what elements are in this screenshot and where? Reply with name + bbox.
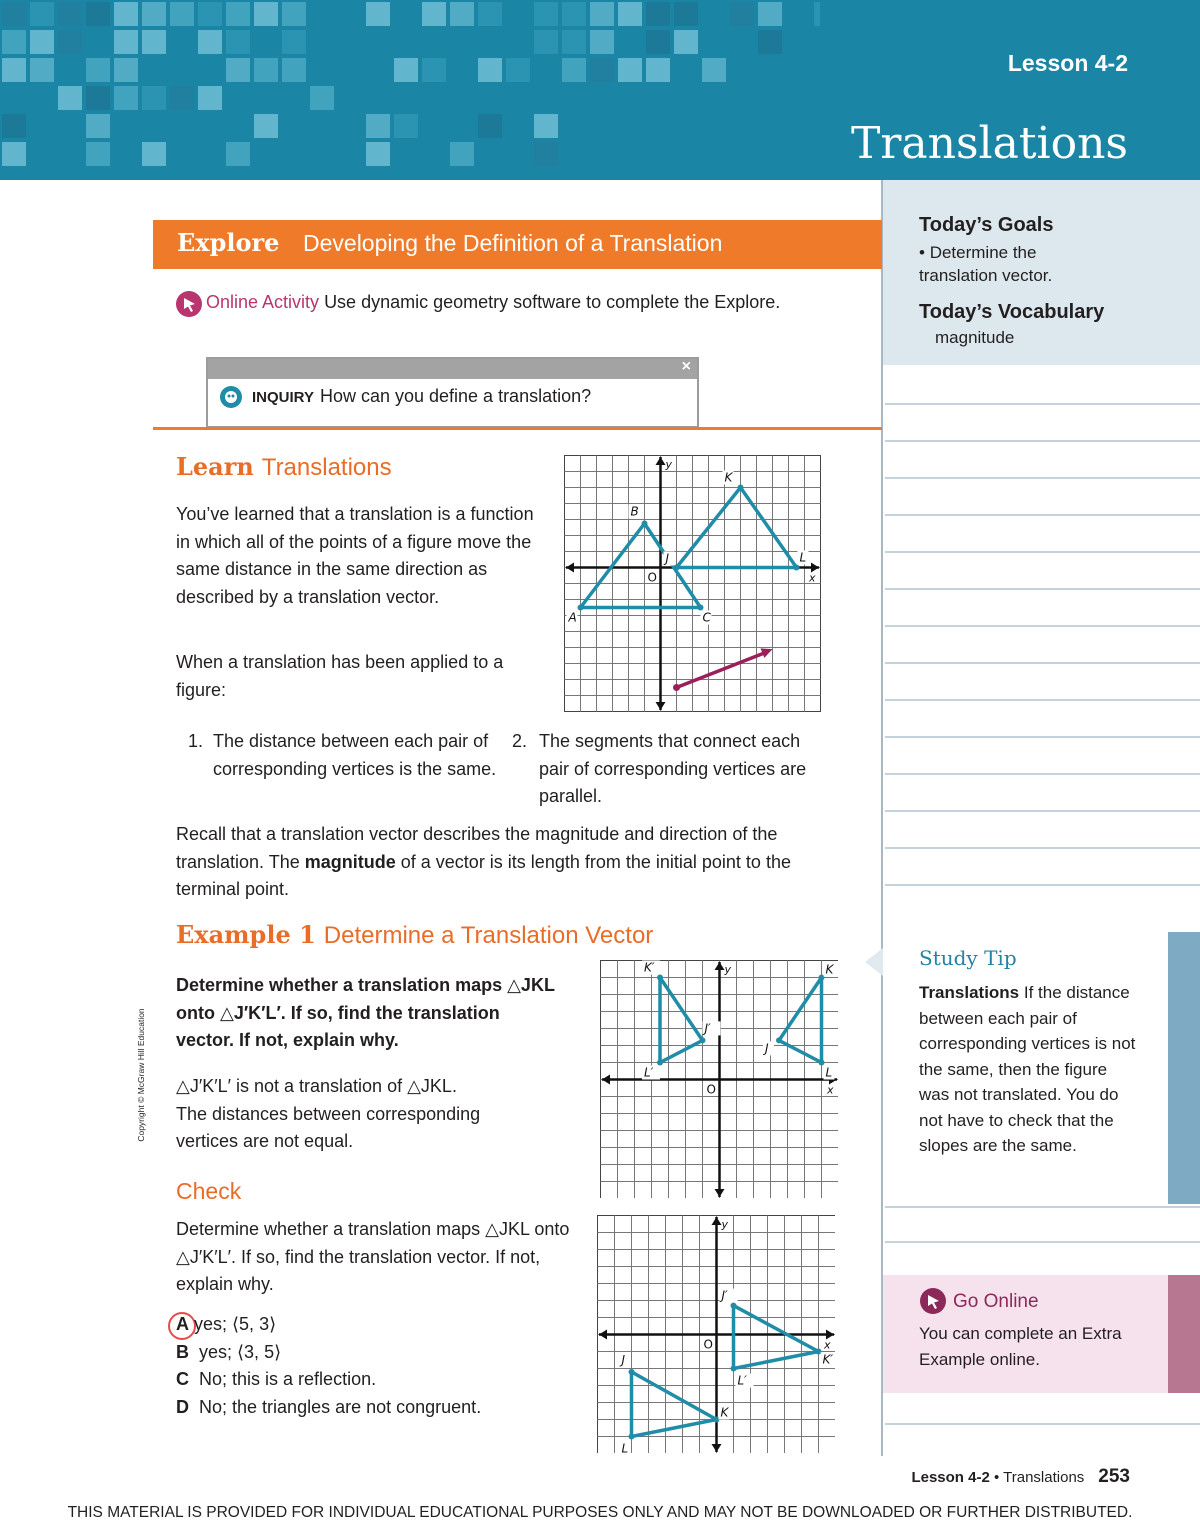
cursor-click-icon — [919, 1287, 947, 1315]
mosaic-tile — [758, 30, 782, 54]
example-coordinate-graph — [600, 960, 838, 1198]
mosaic-tile — [142, 2, 166, 26]
list-item-1: The distance between each pair of corresponding vertices is the same. — [213, 731, 497, 779]
mosaic-tile — [2, 58, 26, 82]
vertex-label: K′ — [644, 960, 655, 975]
mosaic-tile — [674, 30, 698, 54]
vertex-point — [642, 521, 648, 527]
mosaic-tile — [2, 142, 26, 166]
vertex-point — [776, 1037, 782, 1043]
mosaic-tile — [30, 2, 54, 26]
mosaic-tile — [590, 30, 614, 54]
goals-item: • Determine the translation vector. — [919, 243, 1053, 285]
mosaic-tile — [198, 86, 222, 110]
mosaic-tile — [226, 30, 250, 54]
mosaic-tile — [534, 142, 558, 166]
study-tip — [883, 932, 1200, 1204]
note-line — [885, 477, 1200, 479]
vertex-label: L — [799, 550, 807, 565]
mosaic-tile — [30, 30, 54, 54]
inquiry-question: INQUIRY How can you define a translation? — [252, 386, 592, 406]
learn-heading: Learn Translations — [176, 452, 392, 481]
mosaic-tile — [58, 2, 82, 26]
vertex-label: K — [720, 1405, 729, 1420]
vertex-point — [657, 975, 663, 981]
mosaic-tile — [198, 2, 222, 26]
mosaic-tile — [282, 2, 306, 26]
sidebar — [881, 180, 1200, 1456]
mosaic-tile — [758, 2, 782, 26]
note-line — [885, 588, 1200, 590]
mosaic-tile — [534, 114, 558, 138]
note-line — [885, 810, 1200, 812]
check-heading: Check — [176, 1178, 242, 1204]
vertex-label: J′ — [704, 1021, 711, 1036]
mosaic-tile — [2, 30, 26, 54]
note-line — [885, 847, 1200, 849]
inquiry-chat-icon — [218, 385, 244, 411]
mosaic-tile — [58, 30, 82, 54]
mosaic-tile — [254, 2, 278, 26]
mosaic-tile — [198, 30, 222, 54]
page-title: Translations — [851, 118, 1128, 169]
list-number-1: 1. — [188, 731, 204, 751]
mosaic-tile — [450, 2, 474, 26]
lesson-label: Lesson 4-2 — [1007, 50, 1128, 76]
go-online-bar — [1168, 1275, 1200, 1393]
mosaic-tile — [282, 30, 306, 54]
learn-paragraph-1: You’ve learned that a translation is a function in which all of the points of a figure move the same distance in the same direction as described by a translation vector. — [176, 504, 534, 607]
mosaic-tile — [394, 58, 418, 82]
mosaic-tile — [394, 114, 418, 138]
answer-choice-d[interactable]: D No; the triangles are not congruent. — [176, 1396, 482, 1417]
mosaic-tile — [226, 2, 250, 26]
answer-choice-c[interactable]: C No; this is a reflection. — [176, 1369, 377, 1389]
mosaic-tile — [366, 114, 390, 138]
x-axis-label: x — [809, 571, 816, 585]
answer-choice-a[interactable]: A yes; ⟨5, 3⟩ — [176, 1314, 277, 1334]
distribution-disclaimer: THIS MATERIAL IS PROVIDED FOR INDIVIDUAL EDUCATIONAL PURPOSES ONLY AND MAY NOT BE DOWNLOADED OR FURTHER DISTRIBUTED. — [67, 1504, 1133, 1521]
vertex-label: B — [630, 504, 639, 519]
mosaic-tile — [534, 30, 558, 54]
mosaic-tile — [646, 58, 670, 82]
mosaic-tile — [590, 58, 614, 82]
vertex-label: L — [621, 1441, 629, 1453]
mosaic-tile — [2, 2, 26, 26]
note-line — [885, 773, 1200, 775]
study-tip-title: Study Tip — [919, 946, 1017, 970]
vertex-point — [657, 1060, 663, 1066]
mosaic-tile — [30, 58, 54, 82]
mosaic-tile — [114, 2, 138, 26]
mosaic-tile — [226, 142, 250, 166]
vertex-label: L′ — [737, 1373, 747, 1388]
mosaic-tile — [590, 2, 614, 26]
bullet-icon: • — [919, 243, 930, 262]
note-line — [885, 699, 1200, 701]
vertex-point — [578, 605, 584, 611]
study-tip-pointer — [865, 948, 883, 976]
vertex-point — [738, 485, 744, 491]
note-line — [885, 403, 1200, 405]
mosaic-tile — [702, 58, 726, 82]
mosaic-tile — [86, 2, 110, 26]
page-footer: Lesson 4-2 • Translations 253 — [911, 1466, 1130, 1487]
mosaic-tile — [170, 2, 194, 26]
origin-label: O — [703, 1337, 713, 1352]
mosaic-tile — [114, 58, 138, 82]
mosaic-tile — [506, 58, 530, 82]
vertex-point — [731, 1366, 737, 1372]
vertex-label: C — [702, 610, 711, 625]
answer-choice-b[interactable]: B yes; ⟨3, 5⟩ — [176, 1341, 282, 1362]
learn-paragraph-2: When a translation has been applied to a figure: — [176, 652, 504, 700]
note-line — [885, 736, 1200, 738]
explore-keyword: Explore — [177, 228, 280, 257]
mosaic-tile — [478, 58, 502, 82]
goals-heading: Today’s Goals — [919, 214, 1054, 236]
mosaic-tile — [562, 30, 586, 54]
note-line — [885, 662, 1200, 664]
study-tip-bar — [1168, 932, 1200, 1204]
x-axis-label: x — [827, 1083, 834, 1097]
note-line — [885, 440, 1200, 442]
example-heading: Example 1 Determine a Translation Vector — [176, 920, 654, 949]
mosaic-tile — [310, 86, 334, 110]
origin-label: O — [647, 570, 657, 585]
list-number-2: 2. — [512, 731, 528, 751]
vertex-label: J — [621, 1352, 626, 1367]
vector-initial-point — [673, 684, 680, 691]
vertex-point — [629, 1434, 635, 1440]
origin-label: O — [706, 1082, 716, 1097]
vertex-label: K′ — [822, 1352, 834, 1367]
list-item-2: The segments that connect each pair of corresponding vertices are parallel. — [539, 731, 807, 806]
goals-box — [883, 180, 1200, 365]
vocab-item[interactable]: magnitude — [935, 328, 1015, 347]
vertex-point — [700, 1037, 706, 1043]
mosaic-tile — [254, 58, 278, 82]
mosaic-tile — [534, 2, 558, 26]
mosaic-tile — [366, 142, 390, 166]
mosaic-tile — [478, 114, 502, 138]
note-line — [885, 1423, 1200, 1425]
mosaic-tile — [170, 86, 194, 110]
note-line — [885, 514, 1200, 516]
mosaic-tile — [646, 2, 670, 26]
inquiry-box — [206, 357, 699, 428]
go-online-box[interactable] — [883, 1275, 1200, 1393]
mosaic-tile — [114, 86, 138, 110]
header-mosaic-decoration — [0, 0, 820, 180]
mosaic-tile — [86, 58, 110, 82]
note-line — [885, 884, 1200, 886]
note-line — [885, 625, 1200, 627]
online-activity-link[interactable]: Online Activity — [206, 292, 320, 312]
example-answer: △J′K′L′ is not a translation of △JKL. The distances between corresponding vertices are not equal. — [176, 1076, 481, 1151]
mosaic-tile — [730, 2, 754, 26]
lesson-header — [0, 0, 1200, 180]
explore-title: Developing the Definition of a Translation — [303, 230, 723, 256]
mosaic-tile — [2, 114, 26, 138]
online-activity: Online Activity Use dynamic geometry software to complete the Explore. — [206, 292, 781, 312]
go-online-title[interactable]: Go Online — [953, 1291, 1039, 1312]
mosaic-tile — [422, 2, 446, 26]
mosaic-tile — [114, 30, 138, 54]
vertex-label: K — [825, 962, 834, 977]
study-tip-body: Translations If the distance between each pair of corresponding vertices is not the same, then the figure was not translated. You do not have to check that the slopes are the same. — [919, 983, 1136, 1155]
check-coordinate-graph — [597, 1215, 835, 1453]
copyright-notice: Copyright © McGraw Hill Education — [136, 1008, 146, 1142]
mosaic-tile — [142, 142, 166, 166]
page-number: 253 — [1098, 1466, 1130, 1487]
mosaic-tile — [562, 2, 586, 26]
mosaic-tile — [366, 2, 390, 26]
answer-choices — [176, 1311, 596, 1421]
learn-coordinate-graph — [564, 455, 821, 713]
mosaic-tile — [142, 30, 166, 54]
mosaic-tile — [86, 114, 110, 138]
vertex-label: J — [665, 551, 670, 566]
check-prompt: Determine whether a translation maps △JKL onto △J′K′L′. If so, find the translation vector. If not, explain why. — [176, 1219, 570, 1294]
mosaic-tile — [478, 2, 502, 26]
mosaic-tile — [618, 2, 642, 26]
vertex-label: K — [724, 470, 733, 485]
close-icon[interactable]: × — [681, 358, 691, 375]
online-activity-icon — [175, 290, 203, 318]
vertex-label: L′ — [644, 1065, 654, 1080]
vertex-label: J — [765, 1041, 769, 1056]
vocab-heading: Today’s Vocabulary — [919, 301, 1105, 323]
vertex-label: J′ — [721, 1288, 728, 1303]
vertex-label: A — [568, 610, 577, 625]
x-axis-label: x — [824, 1338, 831, 1352]
vocab-term-magnitude: magnitude — [304, 851, 396, 872]
vertex-point — [819, 1060, 825, 1066]
note-line — [885, 1206, 1200, 1208]
mosaic-tile — [618, 58, 642, 82]
learn-paragraph-3: Recall that a translation vector describes the magnitude and direction of the translation. The magnitude of a vector is its length from the initial point to the terminal point. — [176, 824, 791, 899]
mosaic-tile — [86, 142, 110, 166]
mosaic-tile — [562, 58, 586, 82]
y-axis-label: y — [724, 963, 732, 976]
mosaic-tile — [226, 58, 250, 82]
vertex-label: L — [825, 1065, 833, 1080]
mosaic-tile — [142, 86, 166, 110]
inquiry-titlebar — [208, 359, 697, 379]
mosaic-tile — [450, 142, 474, 166]
y-axis-label: y — [665, 458, 673, 471]
mosaic-tile — [422, 58, 446, 82]
section-divider — [153, 427, 882, 430]
vertex-point — [794, 565, 800, 571]
go-online-body: You can complete an Extra Example online. — [919, 1324, 1122, 1369]
note-line — [885, 1241, 1200, 1243]
mosaic-tile — [814, 2, 820, 26]
vertex-point — [731, 1303, 737, 1309]
mosaic-tile — [646, 30, 670, 54]
mosaic-tile — [254, 114, 278, 138]
mosaic-tile — [58, 86, 82, 110]
example-prompt: Determine whether a translation maps △JKL onto △J′K′L′. If so, find the translation vector. If not, explain why. — [176, 975, 555, 1050]
y-axis-label: y — [721, 1218, 729, 1231]
vertex-point — [629, 1369, 635, 1375]
note-line — [885, 551, 1200, 553]
mosaic-tile — [282, 58, 306, 82]
explore-banner — [153, 220, 882, 269]
mosaic-tile — [674, 2, 698, 26]
mosaic-tile — [86, 86, 110, 110]
